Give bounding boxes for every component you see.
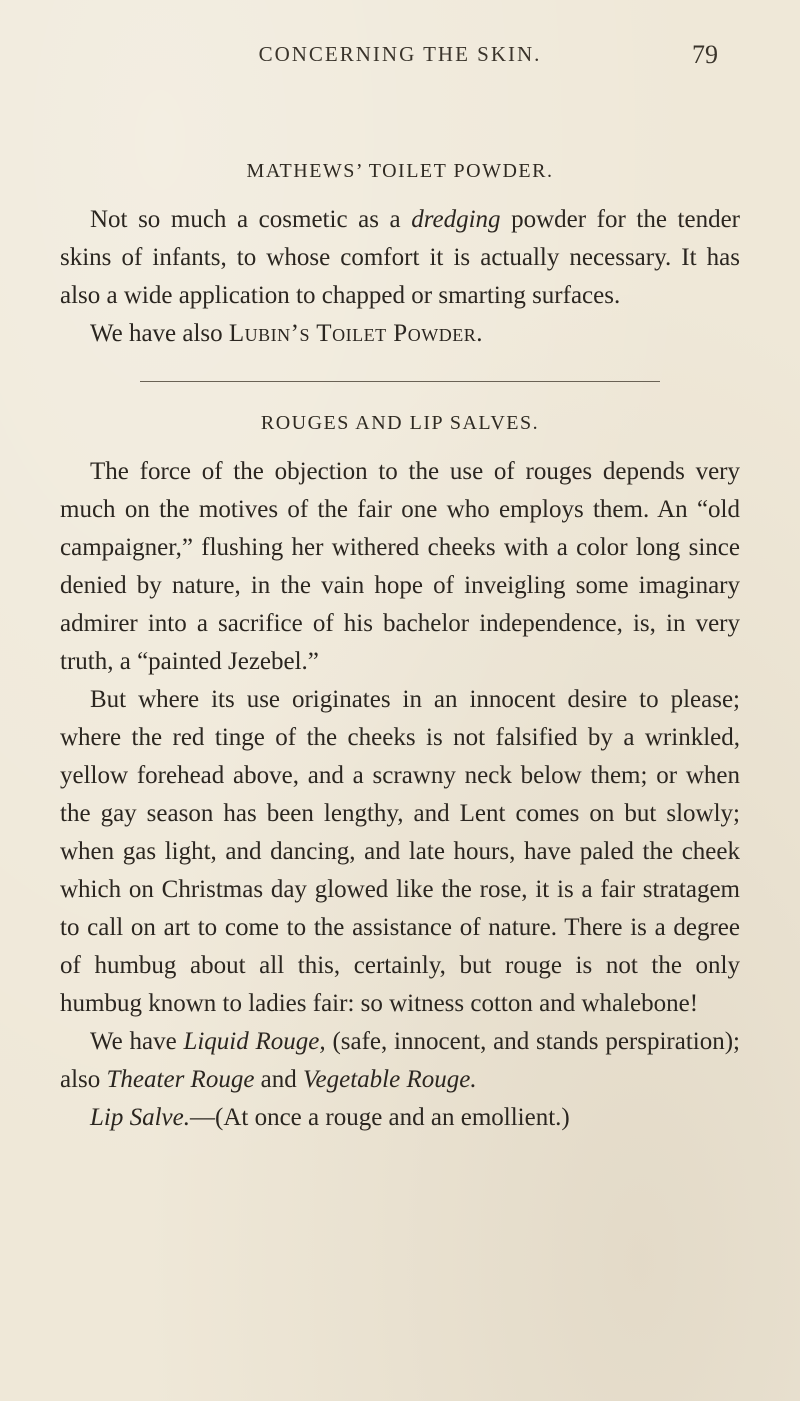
running-head	[0, 42, 800, 82]
text-run: Not so much a cosmetic as a	[90, 206, 412, 233]
section-divider	[140, 381, 660, 382]
section-heading-rouges: ROUGES AND LIP SALVES.	[260, 412, 540, 434]
text-run: We have also	[90, 320, 229, 347]
paragraph-rouges-stratagem: But where its use originates in an innocent desire to please; where the red tinge of the cheeks is not falsified by a wrinkled, yellow forehead above, and a scrawny neck below them; or when the gay season has been lengthy, and Lent comes on but slowly; when gas light, and dancing, and late hours, have paled the cheek which on Christmas day glowed like the rose, it is a fair stratagem to call on art to come to the assistance of nature. There is a degree of humbug about all this, certainly, but rouge is not the only humbug known to ladies fair: so witness cotton and whalebone!	[60, 686, 740, 1017]
section-heading-toilet-powder: MATHEWS’ TOILET POWDER.	[246, 160, 554, 182]
product-lip-salve: Lip Salve.	[90, 1104, 190, 1131]
emphasis-dredging: dredging	[411, 206, 501, 233]
text-run: —(At once a rouge and an emollient.)	[190, 1104, 570, 1131]
text-run: We have	[90, 1028, 184, 1055]
product-vegetable-rouge: Vegetable Rouge.	[303, 1066, 477, 1093]
paragraph-rouges-objection: The force of the objection to the use of rouges depends very much on the motives of the fair one who employs them. An “old campaigner,” flushing her withered cheeks with a color long since denied by nature, in the vain hope of inveigling some imaginary admirer into a sacrifice of his bachelor independence, is, in very truth, a “painted Jezebel.”	[60, 458, 740, 675]
text-run: (safe, innocent, and stands perspiration); also	[60, 1028, 740, 1093]
product-liquid-rouge: Liquid Rouge,	[183, 1028, 326, 1055]
text-run: and	[254, 1066, 304, 1093]
paragraph-lubin-powder	[60, 315, 740, 353]
paragraph-rouge-products	[60, 1023, 740, 1099]
paragraph-toilet-powder	[60, 201, 740, 315]
product-theater-rouge: Theater Rouge	[106, 1066, 255, 1093]
page-content	[60, 160, 740, 1137]
product-name-lubin: Lubin’s Toilet Powder.	[228, 320, 483, 347]
page-number: 79	[692, 40, 718, 69]
running-title: CONCERNING THE SKIN.	[258, 42, 542, 66]
paragraph-lip-salve	[60, 1099, 740, 1137]
text-run: powder for the tender skins of infants, to whose comfort it is actually necessary. It has also a wide application to chapped or smarting surfaces.	[60, 206, 740, 309]
